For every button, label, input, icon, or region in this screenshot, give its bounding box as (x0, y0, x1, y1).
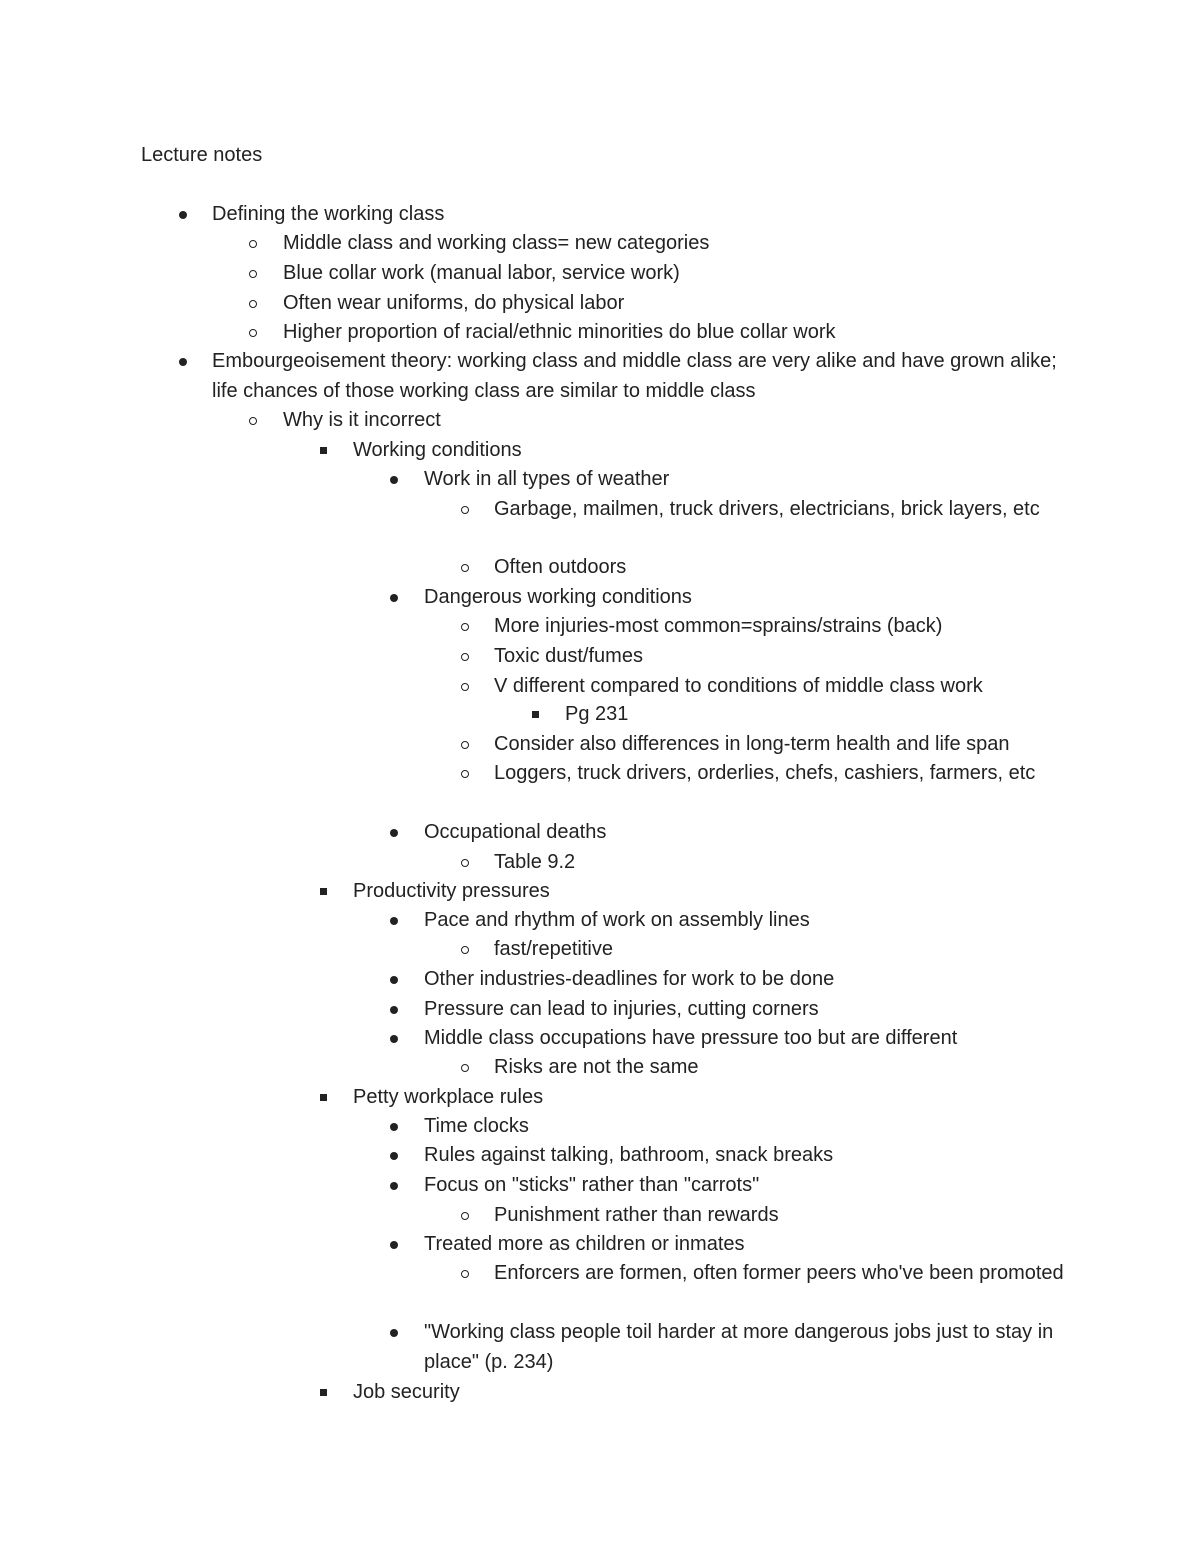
circle-bullet-icon (459, 935, 471, 965)
list-item (317, 436, 1070, 466)
list-item-text: Dangerous working conditions (424, 586, 692, 608)
list-item-text: Middle class and working class= new categories (283, 232, 710, 254)
list-item-text: Enforcers are formen, often former peers who've been promoted (494, 1262, 1064, 1284)
list-item (388, 465, 1070, 495)
circle-bullet-icon (459, 612, 471, 642)
square-bullet-icon (317, 1083, 329, 1113)
circle-bullet-icon (247, 406, 259, 436)
list-item-text: Pg 231 (565, 703, 629, 725)
list-item (388, 1318, 1070, 1377)
list-item-text: Productivity pressures (353, 880, 550, 902)
circle-bullet-icon (459, 730, 471, 760)
disc-bullet-icon (388, 1024, 400, 1054)
list-item (459, 730, 1070, 760)
list-item (459, 848, 1070, 878)
list-item (459, 495, 1070, 525)
list-item (177, 200, 1070, 230)
list-item-text: Embourgeoisement theory: working class and middle class are very alike and have grown alike; life chances of those working class are similar to middle class (212, 350, 1057, 402)
list-item-text: Working conditions (353, 439, 522, 461)
list-item-text: Pace and rhythm of work on assembly lines (424, 909, 810, 931)
list-item (247, 229, 1070, 259)
disc-bullet-icon (388, 1318, 400, 1348)
circle-bullet-icon (459, 495, 471, 525)
circle-bullet-icon (459, 672, 471, 702)
list-item-text: Pressure can lead to injuries, cutting corners (424, 998, 819, 1020)
circle-bullet-icon (459, 759, 471, 789)
list-item (317, 877, 1070, 907)
square-bullet-icon (317, 436, 329, 466)
list-item-text: Occupational deaths (424, 821, 607, 843)
list-item-text: Job security (353, 1381, 460, 1403)
list-item-text: Treated more as children or inmates (424, 1233, 745, 1255)
circle-bullet-icon (459, 642, 471, 672)
list-item-text: Consider also differences in long-term health and life span (494, 733, 1010, 755)
list-item (388, 583, 1070, 613)
circle-bullet-icon (459, 848, 471, 878)
disc-bullet-icon (388, 1112, 400, 1142)
list-item (459, 672, 1070, 702)
list-item-text: Punishment rather than rewards (494, 1204, 779, 1226)
list-item (247, 318, 1070, 348)
list-item (388, 818, 1070, 848)
circle-bullet-icon (459, 1259, 471, 1289)
circle-bullet-icon (459, 1053, 471, 1083)
list-item (247, 259, 1070, 289)
list-item-text: Time clocks (424, 1115, 529, 1137)
circle-bullet-icon (247, 318, 259, 348)
circle-bullet-icon (459, 1201, 471, 1231)
circle-bullet-icon (247, 259, 259, 289)
list-item-text: V different compared to conditions of middle class work (494, 675, 983, 697)
disc-bullet-icon (388, 965, 400, 995)
list-item (388, 1112, 1070, 1142)
square-bullet-icon (529, 700, 541, 730)
disc-bullet-icon (388, 583, 400, 613)
list-item (459, 553, 1070, 583)
list-item (459, 935, 1070, 965)
list-item (459, 759, 1070, 789)
page-title: Lecture notes (141, 144, 263, 166)
list-item (459, 612, 1070, 642)
list-item (529, 700, 1070, 730)
circle-bullet-icon (459, 553, 471, 583)
list-item-text: Rules against talking, bathroom, snack breaks (424, 1144, 834, 1166)
list-item (388, 995, 1070, 1025)
list-item-text: Higher proportion of racial/ethnic minorities do blue collar work (283, 321, 836, 343)
disc-bullet-icon (388, 995, 400, 1025)
list-item-text: Garbage, mailmen, truck drivers, electricians, brick layers, etc (494, 498, 1040, 520)
list-item-text: Defining the working class (212, 203, 445, 225)
list-item (388, 1024, 1070, 1054)
square-bullet-icon (317, 1378, 329, 1408)
disc-bullet-icon (388, 1171, 400, 1201)
disc-bullet-icon (388, 906, 400, 936)
list-item-text: Often wear uniforms, do physical labor (283, 292, 625, 314)
disc-bullet-icon (177, 200, 189, 230)
list-item (459, 642, 1070, 672)
list-item (317, 1083, 1070, 1113)
list-item-text: Work in all types of weather (424, 468, 670, 490)
list-item (388, 965, 1070, 995)
list-item (177, 347, 1070, 406)
disc-bullet-icon (388, 818, 400, 848)
list-item (317, 1378, 1070, 1408)
list-item-text: More injuries-most common=sprains/strains (back) (494, 615, 943, 637)
list-item (388, 1141, 1070, 1171)
list-item-text: Table 9.2 (494, 851, 576, 873)
list-item (459, 1259, 1070, 1289)
list-item-text: Toxic dust/fumes (494, 645, 643, 667)
disc-bullet-icon (388, 1230, 400, 1260)
list-item-text: fast/repetitive (494, 938, 613, 960)
circle-bullet-icon (247, 289, 259, 319)
list-item-text: Petty workplace rules (353, 1086, 544, 1108)
list-item-text: Middle class occupations have pressure too but are different (424, 1027, 958, 1049)
list-item-text: Focus on "sticks" rather than "carrots" (424, 1174, 760, 1196)
list-item (388, 1171, 1070, 1201)
list-item (388, 906, 1070, 936)
list-item-text: Risks are not the same (494, 1056, 699, 1078)
list-item-text: Often outdoors (494, 556, 627, 578)
list-item-text: Loggers, truck drivers, orderlies, chefs, cashiers, farmers, etc (494, 762, 1036, 784)
square-bullet-icon (317, 877, 329, 907)
disc-bullet-icon (177, 347, 189, 377)
list-item (247, 406, 1070, 436)
list-item-text: Other industries-deadlines for work to be done (424, 968, 835, 990)
list-item (388, 1230, 1070, 1260)
list-item (459, 1201, 1070, 1231)
list-item-text: Why is it incorrect (283, 409, 441, 431)
list-item (247, 289, 1070, 319)
disc-bullet-icon (388, 1141, 400, 1171)
disc-bullet-icon (388, 465, 400, 495)
list-item (459, 1053, 1070, 1083)
list-item-text: Blue collar work (manual labor, service work) (283, 262, 680, 284)
circle-bullet-icon (247, 229, 259, 259)
list-item-text: "Working class people toil harder at more dangerous jobs just to stay in place" (p. 234) (424, 1321, 1054, 1373)
